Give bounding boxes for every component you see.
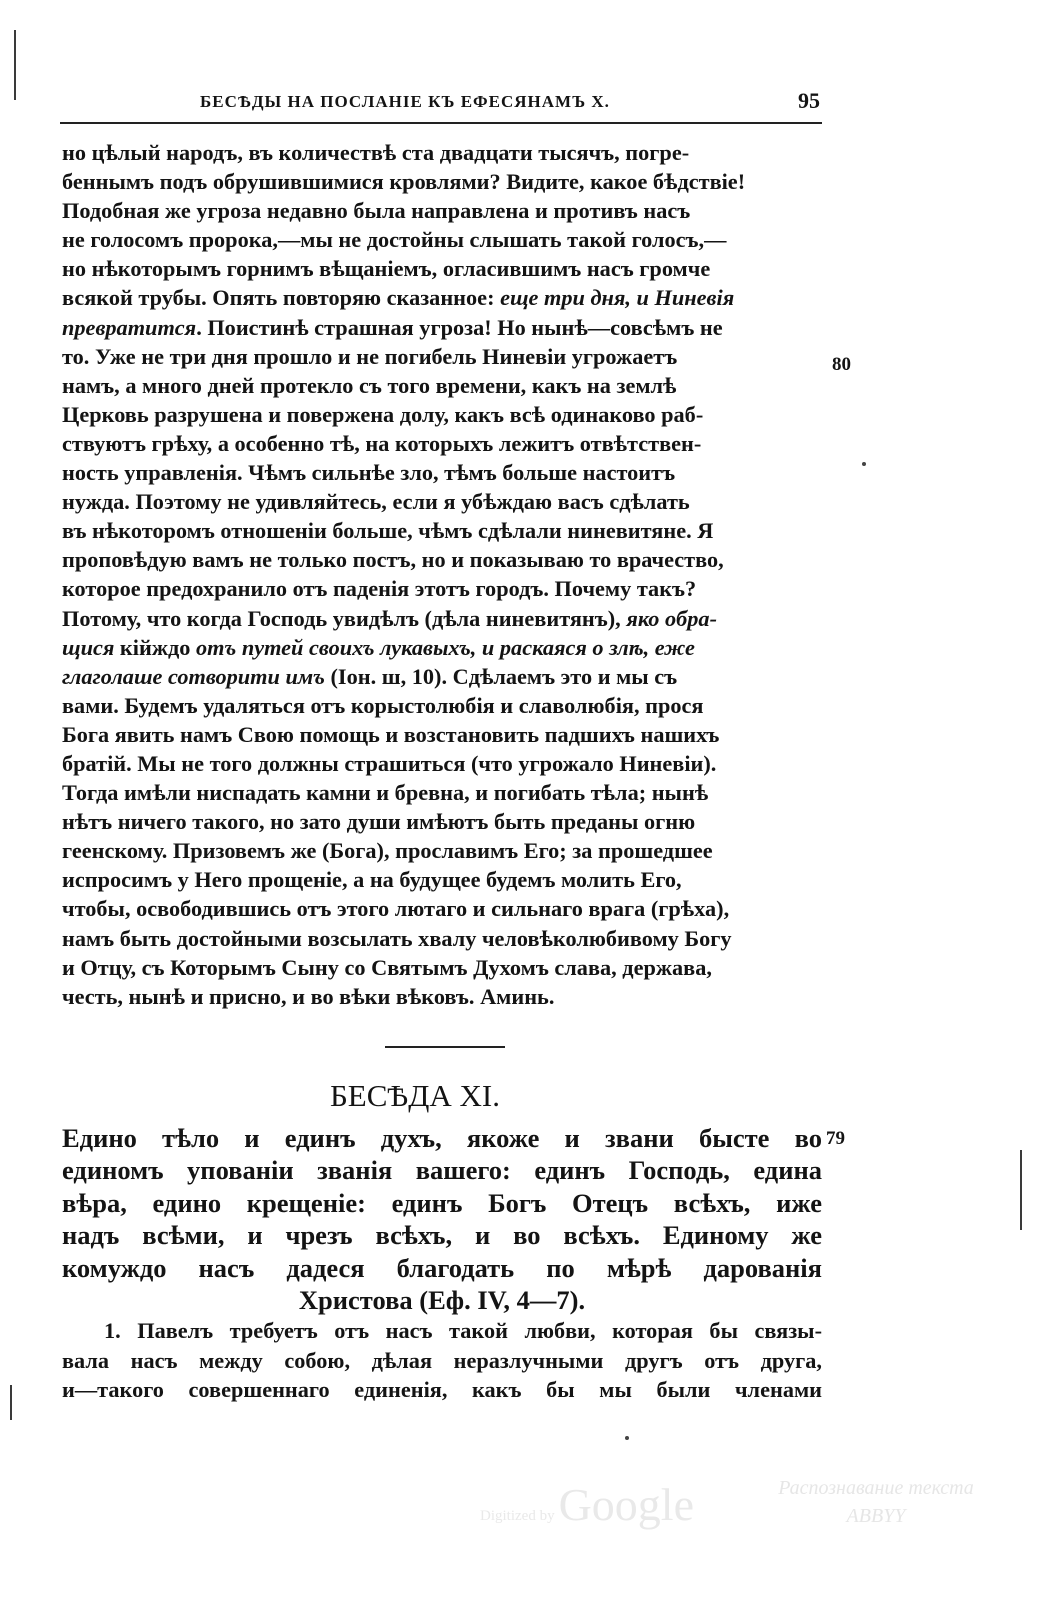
scan-edge-line [1020, 1150, 1022, 1230]
epigraph-line: единомъ упованіи званія вашего: единъ Господь, едина [62, 1155, 822, 1186]
section-title: БЕСѢДА XI. [330, 1078, 500, 1113]
margin-number: 80 [832, 354, 851, 375]
text-line: то. Уже не три дня прошло и не погибель Ниневіи угрожаетъ [62, 343, 678, 369]
scan-speck [625, 1436, 629, 1440]
text-line [62, 313, 822, 342]
text-line [62, 604, 822, 633]
text-fragment: всякой трубы. Опять повторяю сказанное: [62, 285, 501, 311]
text-line: честь, нынѣ и присно, и во вѣки вѣковъ. Аминь. [62, 983, 555, 1009]
text-line: проповѣдую вамъ не только постъ, но и показываю то врачество, [62, 547, 724, 573]
text-line: но цѣлый народъ, въ количествѣ ста двадцати тысячъ, погре- [62, 140, 690, 165]
epigraph [62, 1122, 822, 1316]
running-head: БЕСѢДЫ НА ПОСЛАНІЕ КЪ ЕФЕСЯНАМЪ X. [200, 92, 610, 111]
watermark-google: Google [558, 1479, 694, 1530]
epigraph-line: вѣра, едино крещеніе: единъ Богъ Отецъ всѣхъ, иже [62, 1187, 822, 1218]
scripture-quote: глаголаше сотворити имъ [62, 663, 325, 689]
text-line: Подобная же угроза недавно была направлена и противъ насъ [62, 198, 691, 224]
text-line: въ нѣкоторомъ отношеніи больше, чѣмъ сдѣлали ниневитяне. Я [62, 518, 714, 544]
text-fragment: кійждо [114, 634, 196, 660]
scan-edge-line [14, 30, 16, 100]
epigraph-line: Едино тѣло и единъ духъ, якоже и звани бысте во [62, 1123, 822, 1153]
scripture-quote: яко обра- [626, 605, 718, 631]
watermark-ocr-line: Распознавание текста [778, 1477, 974, 1499]
text-line: братій. Мы не того должны страшиться (что угрожало Ниневіи). [62, 750, 717, 776]
scripture-quote: превратится [62, 314, 197, 340]
text-line: нужда. Поэтому не удивляйтесь, если я убѣждаю васъ сдѣлать [62, 489, 690, 515]
text-line [62, 662, 822, 691]
page-header [60, 88, 822, 124]
text-line: беннымъ подъ обрушившимися кровлями? Видите, какое бѣдствіе! [62, 169, 746, 195]
text-line: но нѣкоторымъ горнимъ вѣщаніемъ, огласившимъ насъ громче [62, 256, 711, 282]
scripture-quote: отъ путей своихъ лукавыхъ, и раскаяся о злѣ, еже [196, 634, 695, 660]
text-line: не голосомъ пророка,—мы не достойны слышать такой голосъ,— [62, 227, 727, 253]
text-line: испросимъ у Него прощеніе, а на будущее будемъ молить Его, [62, 867, 682, 893]
ocr-watermark [746, 1474, 1006, 1530]
text-line: ность управленія. Чѣмъ сильнѣе зло, тѣмъ больше настоитъ [62, 460, 676, 486]
epigraph-line: Христова (Еф. IV, 4—7). [298, 1285, 586, 1316]
paragraph-1 [62, 1316, 822, 1405]
epigraph-line: комуждо насъ дадеся благодать по мѣрѣ дарованія [62, 1252, 822, 1283]
scan-edge-line [10, 1385, 12, 1420]
text-line: нѣтъ ничего такого, но зато души имѣютъ быть преданы огню [62, 809, 696, 835]
text-line: Тогда имѣли ниспадать камни и бревна, и погибать тѣла; нынѣ [62, 780, 709, 806]
text-line: чтобы, освободившись отъ этого лютаго и сильнаго врага (грѣха), [62, 896, 730, 922]
text-fragment: Потому, что когда Господь увидѣлъ (дѣла ниневитянъ), [62, 605, 627, 631]
text-line: геенскому. Призовемъ же (Бога), прославимъ Его; за прошедшее [62, 838, 713, 864]
epigraph-line: надъ всѣми, и чрезъ всѣхъ, и во всѣхъ. Единому же [62, 1220, 822, 1251]
section-divider [385, 1046, 505, 1048]
page-number: 95 [798, 88, 820, 113]
watermark-ocr-line: ABBYY [846, 1505, 906, 1527]
text-line: 1. Павелъ требуетъ отъ насъ такой любви, которая бы связы- [104, 1318, 822, 1343]
text-line: вами. Будемъ удаляться отъ корыстолюбія и славолюбія, прося [62, 692, 704, 718]
text-line: вала насъ между собою, дѣлая неразлучными другъ отъ друга, [62, 1347, 822, 1373]
body-text [62, 138, 822, 1011]
text-line: и—такого совершеннаго единенія, какъ бы мы были членами [62, 1377, 822, 1402]
text-fragment: . Поистинѣ страшная угроза! Но нынѣ—совсѣмъ не [196, 314, 723, 340]
watermark-digitized: Digitized by [480, 1508, 555, 1524]
scripture-quote: щися [62, 634, 115, 660]
text-line: Бога явить намъ Свою помощь и возстановить падшихъ нашихъ [62, 721, 720, 747]
text-line: ствуютъ грѣху, а особенно тѣ, на которыхъ лежитъ отвѣтствен- [62, 430, 702, 456]
google-watermark [480, 1478, 694, 1531]
text-line: намъ быть достойными возсылать хвалу человѣколюбивому Богу [62, 925, 732, 951]
scan-speck [862, 462, 866, 466]
text-line: которое предохранило отъ паденія этотъ городъ. Почему такъ? [62, 576, 697, 602]
text-line: Церковь разрушена и повержена долу, какъ всѣ одинаково раб- [62, 401, 704, 427]
text-fragment: (Іон. ш, 10). Сдѣлаемъ это и мы съ [324, 663, 678, 689]
scripture-quote: еще три дня, и Ниневія [500, 285, 735, 311]
margin-number: 79 [826, 1128, 845, 1149]
text-line: и Отцу, съ Которымъ Сыну со Святымъ Духомъ слава, держава, [62, 954, 712, 980]
text-line [62, 283, 822, 312]
text-line: намъ, а много дней протекло съ того времени, какъ на землѣ [62, 372, 677, 398]
text-line [62, 633, 822, 662]
